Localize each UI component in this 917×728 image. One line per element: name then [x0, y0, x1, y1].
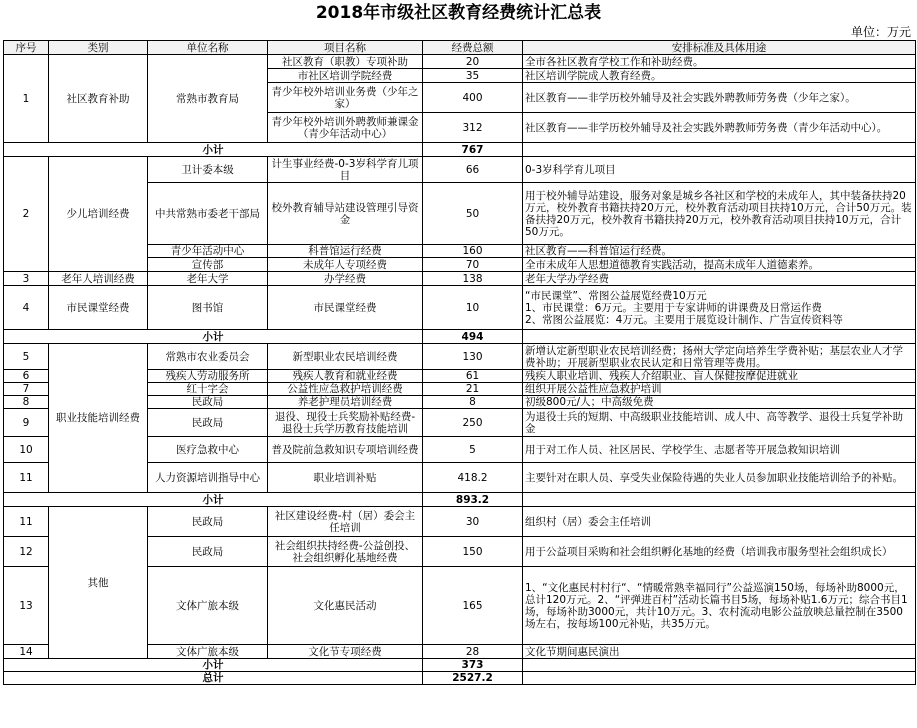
cell-project[interactable]: 新型职业农民培训经费 [268, 344, 423, 370]
cell-standard[interactable]: “市民课堂”、常图公益展览经费10万元 1、市民课堂：6万元。主要用于专家讲师的讲课费及日常运作费 2、常图公益展览：4万元。主要用于展览设计制作、广告宣传资料等 [523, 286, 916, 330]
cell-project[interactable]: 文化节专项经费 [268, 645, 423, 659]
cell-standard[interactable]: 为退役士兵的短期、中高级职业技能培训、成人中、高等教学、退役士兵复学补助金 [523, 409, 916, 437]
cell-unit-name[interactable]: 常熟市教育局 [148, 55, 268, 143]
subtotal-row [4, 330, 916, 344]
budget-table [3, 40, 916, 685]
table-row [4, 157, 916, 183]
cell-unit-name[interactable]: 常熟市农业委员会 [148, 344, 268, 370]
cell-seq[interactable]: 9 [4, 409, 49, 437]
cell-seq[interactable]: 6 [4, 370, 49, 383]
cell-amount[interactable]: 28 [423, 645, 523, 659]
cell-seq[interactable]: 8 [4, 396, 49, 409]
cell-unit-name[interactable]: 民政局 [148, 409, 268, 437]
cell-standard[interactable]: 用于校外辅导站建设，服务对象是城乡各社区和学校的未成年人，其中装备扶持20万元，校外教育书籍扶持20万元，校外教育活动项目扶持10万元，合计50万元。装备扶持20万元，校外教育书籍扶持20万元，校外教育活动项目扶持10万元，合计50万元。 [523, 183, 916, 245]
header-category[interactable]: 类别 [49, 41, 148, 55]
cell-project[interactable]: 计生事业经费-0-3岁科学育儿项目 [268, 157, 423, 183]
cell-project[interactable]: 青少年校外培训外聘教师兼课金（青少年活动中心） [268, 113, 423, 143]
cell-project[interactable]: 未成年人专项经费 [268, 258, 423, 272]
cell-unit-name[interactable]: 文体广旅本级 [148, 645, 268, 659]
table-row [4, 286, 916, 330]
cell-amount[interactable]: 312 [423, 113, 523, 143]
cell-seq[interactable]: 11 [4, 507, 49, 537]
cell-unit-name[interactable]: 中共常熟市委老干部局 [148, 183, 268, 245]
table-row [4, 344, 916, 370]
cell-seq[interactable]: 3 [4, 272, 49, 286]
cell-standard[interactable]: 组织村（居）委会主任培训 [523, 507, 916, 537]
table-row [4, 272, 916, 286]
cell-amount[interactable]: 160 [423, 245, 523, 258]
cell-unit-name[interactable]: 青少年活动中心 [148, 245, 268, 258]
cell-empty[interactable] [523, 493, 916, 507]
cell-standard[interactable]: 主要针对在职人员、享受失业保险待遇的失业人员参加职业技能培训给予的补贴。 [523, 463, 916, 493]
cell-category[interactable]: 老年人培训经费 [49, 272, 148, 286]
cell-standard[interactable]: 用于对工作人员、社区居民、学校学生、志愿者等开展急救知识培训 [523, 437, 916, 463]
cell-amount[interactable]: 10 [423, 286, 523, 330]
subtotal-label[interactable]: 小计 [4, 330, 423, 344]
header-amount[interactable]: 经费总额 [423, 41, 523, 55]
cell-unit-name[interactable]: 宣传部 [148, 258, 268, 272]
cell-standard[interactable]: 初级800元/人；中高级免费 [523, 396, 916, 409]
cell-category[interactable]: 职业技能培训经费 [49, 344, 148, 493]
cell-seq[interactable]: 14 [4, 645, 49, 659]
cell-category[interactable]: 其他 [49, 507, 148, 659]
header-project[interactable]: 项目名称 [268, 41, 423, 55]
cell-standard[interactable]: 0-3岁科学育儿项目 [523, 157, 916, 183]
cell-amount[interactable]: 35 [423, 69, 523, 83]
cell-unit-name[interactable]: 红十字会 [148, 383, 268, 396]
cell-project[interactable]: 社区建设经费-村（居）委会主任培训 [268, 507, 423, 537]
cell-project[interactable]: 普及院前急救知识专项培训经费 [268, 437, 423, 463]
total-label[interactable]: 总计 [4, 672, 423, 685]
cell-seq[interactable]: 7 [4, 383, 49, 396]
cell-standard[interactable]: 全市未成年人思想道德教育实践活动，提高未成年人道德素养。 [523, 258, 916, 272]
subtotal-row [4, 659, 916, 672]
subtotal-row [4, 143, 916, 157]
cell-amount[interactable]: 66 [423, 157, 523, 183]
total-row [4, 672, 916, 685]
header-standard[interactable]: 安排标准及具体用途 [523, 41, 916, 55]
subtotal-row [4, 493, 916, 507]
table-row [4, 55, 916, 69]
cell-standard[interactable]: 社区教育——非学历校外辅导及社会实践外聘教师劳务费（青少年活动中心）。 [523, 113, 916, 143]
cell-amount[interactable]: 418.2 [423, 463, 523, 493]
cell-unit-name[interactable]: 人力资源培训指导中心 [148, 463, 268, 493]
cell-seq[interactable]: 1 [4, 55, 49, 143]
header-seq[interactable]: 序号 [4, 41, 49, 55]
cell-unit-name[interactable]: 图书馆 [148, 286, 268, 330]
cell-unit-name[interactable]: 残疾人劳动服务所 [148, 370, 268, 383]
cell-project[interactable]: 公益性应急救护培训经费 [268, 383, 423, 396]
cell-unit-name[interactable]: 卫计委本级 [148, 157, 268, 183]
total-amount[interactable]: 2527.2 [423, 672, 523, 685]
cell-unit-name[interactable]: 医疗急救中心 [148, 437, 268, 463]
cell-seq[interactable]: 2 [4, 157, 49, 272]
subtotal-label[interactable]: 小计 [4, 659, 423, 672]
cell-amount[interactable]: 70 [423, 258, 523, 272]
cell-amount[interactable]: 400 [423, 83, 523, 113]
cell-project[interactable]: 校外教育辅导站建设管理引导资金 [268, 183, 423, 245]
cell-project[interactable]: 残疾人教育和就业经费 [268, 370, 423, 383]
cell-project[interactable]: 社会组织扶持经费-公益创投、社会组织孵化基地经费 [268, 537, 423, 567]
header-unit-name[interactable]: 单位名称 [148, 41, 268, 55]
unit-label: 单位：万元 [850, 25, 911, 39]
cell-empty[interactable] [523, 330, 916, 344]
cell-unit-name[interactable]: 民政局 [148, 507, 268, 537]
cell-unit-name[interactable]: 民政局 [148, 396, 268, 409]
cell-standard[interactable]: 1、“文化惠民村村行“、“情暖常熟幸福同行”公益巡演150场，每场补助8000元，总计120万元。2、“评弹进百村”活动长篇书目5场，每场补贴1.6万元；综合书目1场，每场补助3000元，共计10万元。3、农村流动电影公益放映总量控制在3500场左右，按每场100元补贴，共35万元。 [523, 567, 916, 645]
cell-standard[interactable]: 组织开展公益性应急救护培训 [523, 383, 916, 396]
cell-standard[interactable]: 文化节期间惠民演出 [523, 645, 916, 659]
cell-project[interactable]: 职业培训补贴 [268, 463, 423, 493]
cell-amount[interactable]: 21 [423, 383, 523, 396]
cell-standard[interactable]: 社区教育——非学历校外辅导及社会实践外聘教师劳务费（少年之家）。 [523, 83, 916, 113]
cell-project[interactable]: 办学经费 [268, 272, 423, 286]
cell-standard[interactable]: 社区教育——科普馆运行经费。 [523, 245, 916, 258]
cell-project[interactable]: 退役、现役士兵奖励补贴经费-退役士兵学历教育技能培训 [268, 409, 423, 437]
cell-seq[interactable]: 4 [4, 286, 49, 330]
cell-project[interactable]: 市社区培训学院经费 [268, 69, 423, 83]
cell-standard[interactable]: 老年大学办学经费 [523, 272, 916, 286]
cell-category[interactable]: 社区教育补助 [49, 55, 148, 143]
cell-project[interactable]: 市民课堂经费 [268, 286, 423, 330]
cell-project[interactable]: 养老护理员培训经费 [268, 396, 423, 409]
cell-seq[interactable]: 5 [4, 344, 49, 370]
cell-standard[interactable]: 新增认定新型职业农民培训经费；扬州大学定向培养生学费补贴；基层农业人才学费补助；开展新型职业农民认定和日常管理等费用。 [523, 344, 916, 370]
cell-amount[interactable]: 130 [423, 344, 523, 370]
cell-amount[interactable]: 20 [423, 55, 523, 69]
cell-amount[interactable]: 5 [423, 437, 523, 463]
cell-project[interactable]: 社区教育（职教）专项补助 [268, 55, 423, 69]
cell-amount[interactable]: 150 [423, 537, 523, 567]
subtotal-label[interactable]: 小计 [4, 143, 423, 157]
subtotal-amount[interactable]: 494 [423, 330, 523, 344]
table-row [4, 507, 916, 537]
cell-project[interactable]: 科普馆运行经费 [268, 245, 423, 258]
subtotal-amount[interactable]: 893.2 [423, 493, 523, 507]
cell-unit-name[interactable]: 老年大学 [148, 272, 268, 286]
subtotal-amount[interactable]: 373 [423, 659, 523, 672]
cell-standard[interactable]: 社区培训学院成人教育经费。 [523, 69, 916, 83]
cell-unit-name[interactable]: 文体广旅本级 [148, 567, 268, 645]
cell-empty[interactable] [523, 659, 916, 672]
header-row [4, 41, 916, 55]
cell-amount[interactable]: 30 [423, 507, 523, 537]
cell-standard[interactable]: 用于公益项目采购和社会组织孵化基地的经费（培训我市服务型社会组织成长） [523, 537, 916, 567]
cell-amount[interactable]: 138 [423, 272, 523, 286]
sheet-title: 2018年市级社区教育经费统计汇总表 [315, 3, 602, 23]
cell-amount[interactable]: 250 [423, 409, 523, 437]
cell-category[interactable]: 市民课堂经费 [49, 286, 148, 330]
cell-seq[interactable]: 12 [4, 537, 49, 567]
cell-empty[interactable] [523, 143, 916, 157]
cell-empty[interactable] [523, 672, 916, 685]
cell-amount[interactable]: 50 [423, 183, 523, 245]
cell-standard[interactable]: 残疾人职业培训、残疾人介绍职业、盲人保健按摩促进就业 [523, 370, 916, 383]
cell-amount[interactable]: 8 [423, 396, 523, 409]
cell-amount[interactable]: 61 [423, 370, 523, 383]
cell-category[interactable]: 少儿培训经费 [49, 157, 148, 272]
cell-standard[interactable]: 全市各社区教育学校工作和补助经费。 [523, 55, 916, 69]
cell-amount[interactable]: 165 [423, 567, 523, 645]
cell-project[interactable]: 青少年校外培训业务费（少年之家） [268, 83, 423, 113]
cell-project[interactable]: 文化惠民活动 [268, 567, 423, 645]
subtotal-amount[interactable]: 767 [423, 143, 523, 157]
cell-seq[interactable]: 10 [4, 437, 49, 463]
cell-unit-name[interactable]: 民政局 [148, 537, 268, 567]
cell-seq[interactable]: 13 [4, 567, 49, 645]
cell-seq[interactable]: 11 [4, 463, 49, 493]
subtotal-label[interactable]: 小计 [4, 493, 423, 507]
